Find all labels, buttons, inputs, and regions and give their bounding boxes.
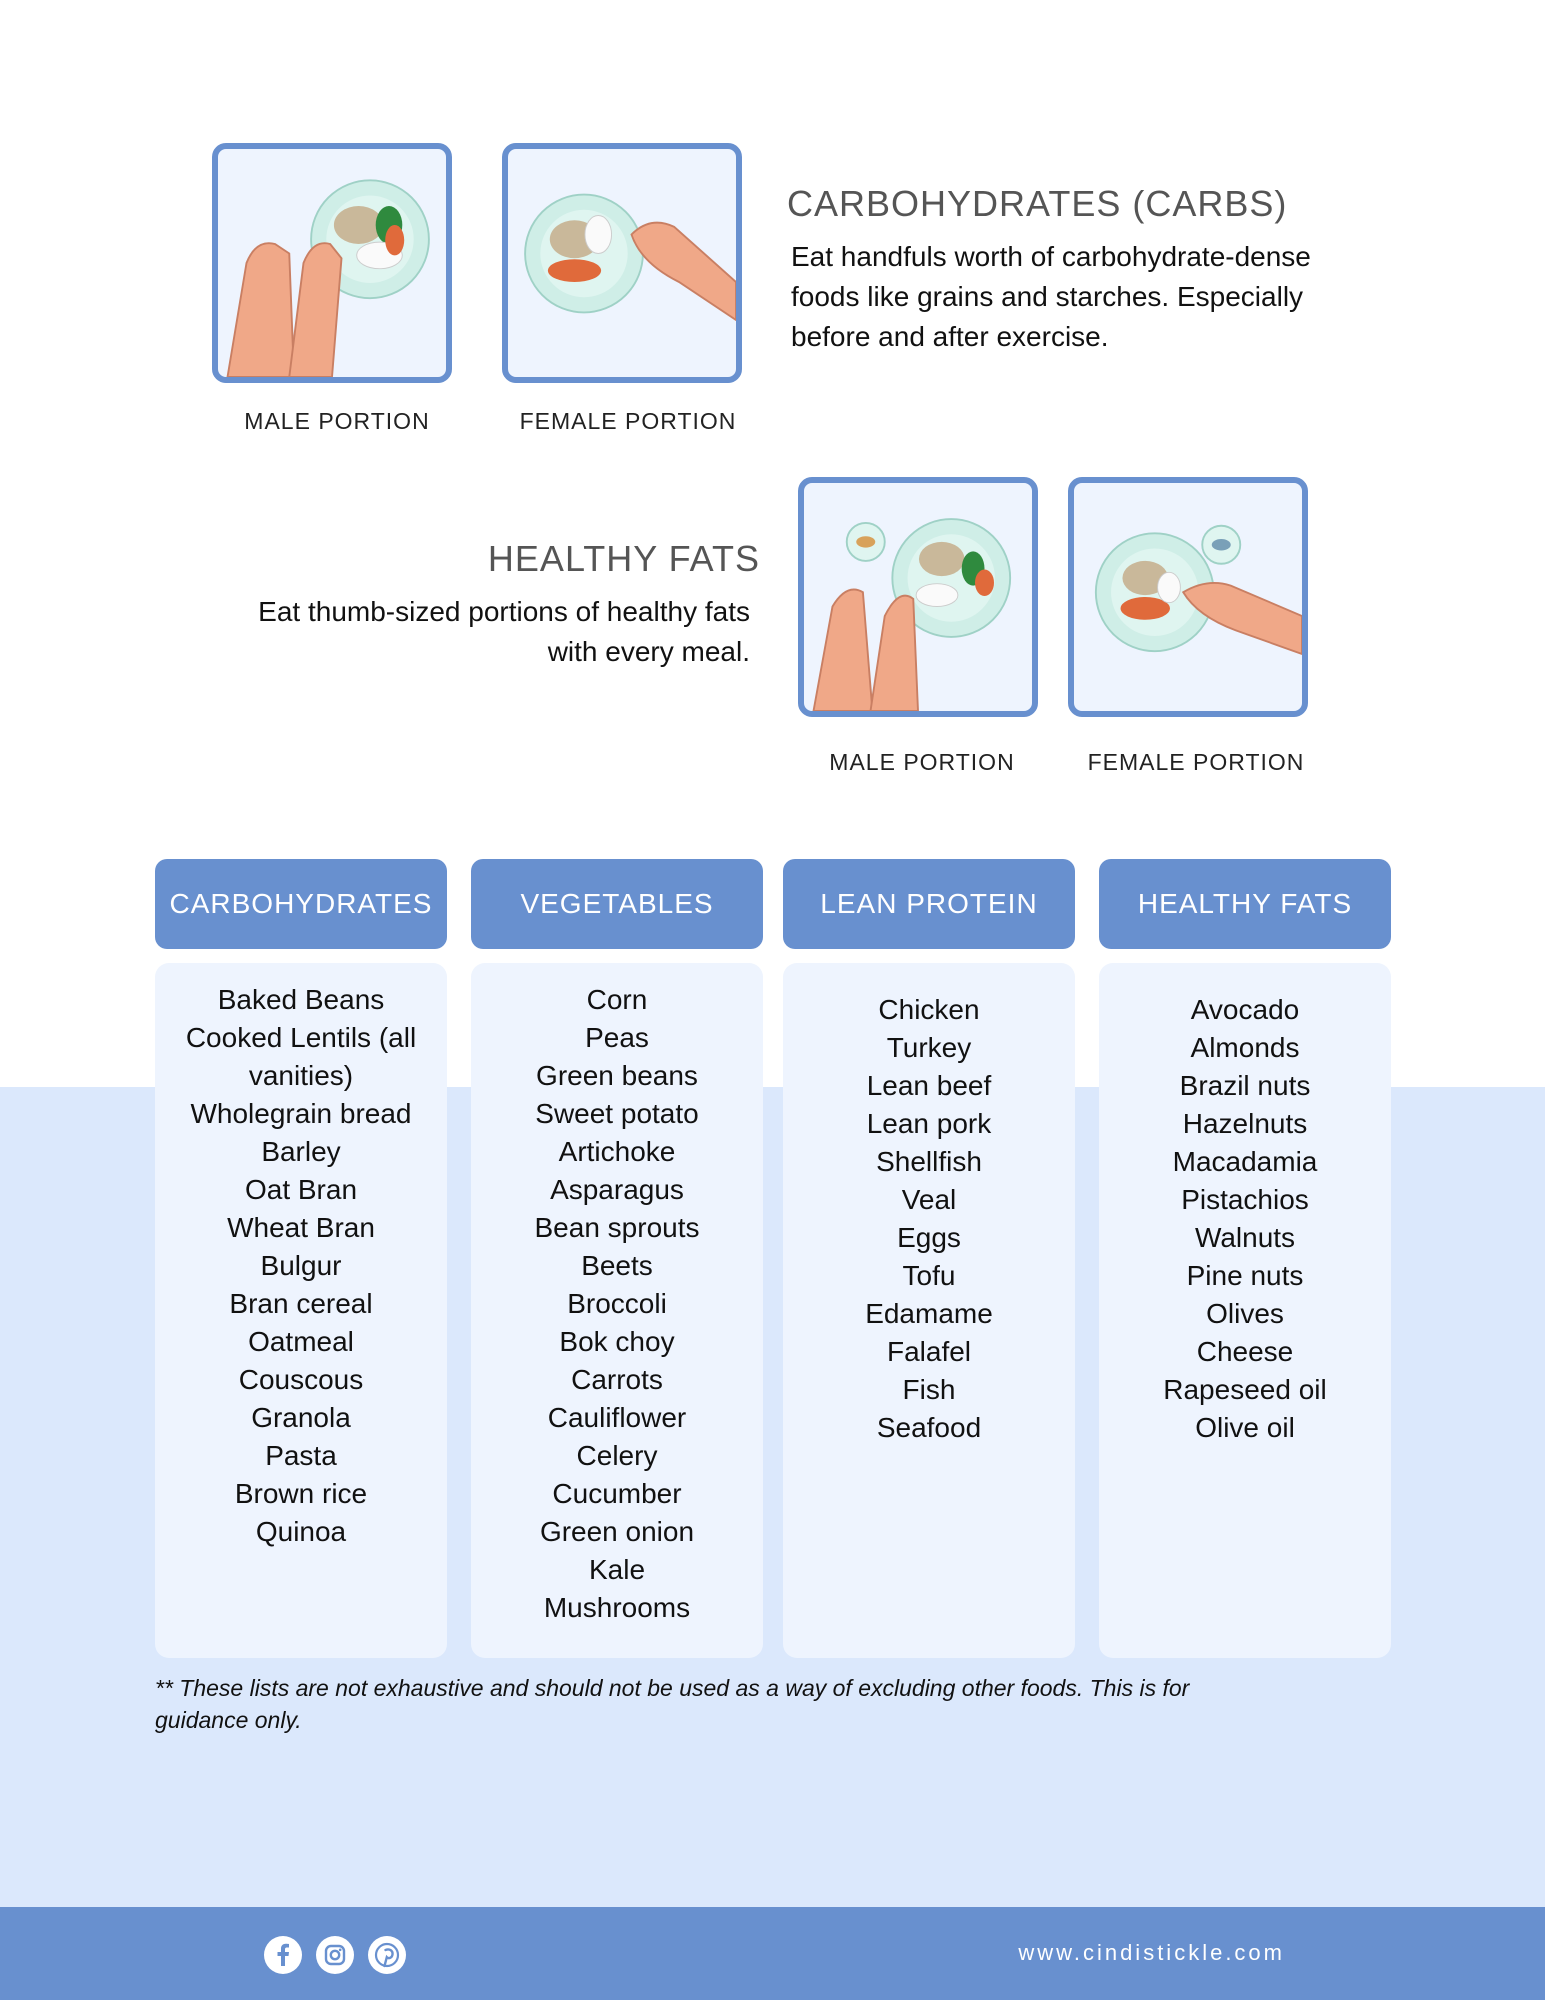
list-item: Edamame [865, 1298, 993, 1329]
list-item: vanities) [248, 1060, 354, 1091]
male-portion-caption: MALE PORTION [244, 408, 430, 434]
column-list-carbohydrates [155, 963, 447, 1658]
list-item: Couscous [238, 1364, 364, 1395]
column-header-healthy-fats: HEALTHY FATS [1099, 859, 1391, 949]
list-item: Sweet potato [535, 1098, 699, 1129]
food-list [155, 963, 447, 1551]
list-item: Brazil nuts [1179, 1070, 1311, 1101]
list-item: Tofu [902, 1260, 956, 1291]
list-item: Olive oil [1195, 1412, 1295, 1443]
list-item: Kale [588, 1554, 646, 1585]
list-item: Cauliflower [547, 1402, 687, 1433]
list-item: Oatmeal [248, 1326, 354, 1357]
list-item: Olives [1206, 1298, 1284, 1329]
carbs-section-title: CARBOHYDRATES (CARBS) [787, 183, 1288, 224]
list-item: Falafel [886, 1336, 972, 1367]
list-item: Mushrooms [543, 1592, 691, 1623]
column-header-lean-protein: LEAN PROTEIN [783, 859, 1075, 949]
list-item: Lean pork [866, 1108, 992, 1139]
list-item: Veal [901, 1184, 957, 1215]
column-header-carbohydrates: CARBOHYDRATES [155, 859, 447, 949]
column-header-vegetables: VEGETABLES [471, 859, 763, 949]
carbs-description [791, 237, 1351, 357]
list-item: Artichoke [558, 1136, 676, 1167]
footer [0, 1907, 1545, 2000]
list-item: Shellfish [876, 1146, 982, 1177]
list-item: Avocado [1190, 994, 1300, 1025]
male-portion-caption: MALE PORTION [829, 749, 1015, 775]
list-item: Cheese [1196, 1336, 1294, 1367]
list-item: Pistachios [1181, 1184, 1309, 1215]
list-item: Baked Beans [217, 984, 385, 1015]
list-item: Walnuts [1194, 1222, 1296, 1253]
list-item: Wheat Bran [227, 1212, 375, 1243]
list-item: Turkey [886, 1032, 972, 1063]
female-carb-portion-image [502, 143, 742, 383]
male-carb-portion-image [212, 143, 452, 383]
female-fat-portion-image [1068, 477, 1308, 717]
list-item: Hazelnuts [1182, 1108, 1308, 1139]
list-item: Asparagus [550, 1174, 684, 1205]
list-item: Cooked Lentils (all [185, 1022, 417, 1053]
list-item: Cucumber [552, 1478, 682, 1509]
list-item: Carrots [571, 1364, 663, 1395]
list-item: Bulgur [260, 1250, 342, 1281]
list-item: Oat Bran [244, 1174, 358, 1205]
food-list [783, 963, 1075, 1447]
list-item: Wholegrain bread [190, 1098, 412, 1129]
list-item: Bran cereal [229, 1288, 373, 1319]
list-item: Granola [251, 1402, 351, 1433]
list-item: Macadamia [1172, 1146, 1318, 1177]
carbs-description-line: before and after exercise. [791, 321, 1109, 352]
list-item: Fish [902, 1374, 956, 1405]
list-item: Green beans [536, 1060, 698, 1091]
list-item: Eggs [897, 1222, 961, 1253]
female-portion-caption: FEMALE PORTION [1087, 749, 1305, 775]
list-item: Rapeseed oil [1163, 1374, 1327, 1405]
female-portion-caption: FEMALE PORTION [519, 408, 737, 434]
food-list [1099, 963, 1391, 1447]
list-item: Celery [576, 1440, 658, 1471]
male-fat-portion-image [798, 477, 1038, 717]
list-item: Peas [585, 1022, 649, 1053]
fats-description-line: Eat thumb-sized portions of healthy fats [258, 596, 750, 627]
carbs-description-line: Eat handfuls worth of carbohydrate-dense [791, 241, 1311, 272]
food-list [471, 963, 763, 1627]
list-item: Corn [586, 984, 648, 1015]
facebook-icon[interactable] [264, 1936, 302, 1974]
list-item: Seafood [876, 1412, 982, 1443]
carbs-description-line: foods like grains and starches. Especially [791, 281, 1304, 312]
instagram-icon[interactable] [316, 1936, 354, 1974]
list-item: Green onion [539, 1516, 695, 1547]
fats-description-line: with every meal. [547, 636, 750, 667]
list-item: Bok choy [559, 1326, 675, 1357]
pinterest-icon[interactable] [368, 1936, 406, 1974]
list-item: Broccoli [567, 1288, 667, 1319]
footnote: ** These lists are not exhaustive and should not be used as a way of excluding other foods. This is for guidance only. [155, 1675, 1190, 1733]
column-list-healthy-fats [1099, 963, 1391, 1658]
list-item: Brown rice [234, 1478, 368, 1509]
list-item: Pasta [265, 1440, 337, 1471]
column-list-lean-protein [783, 963, 1075, 1658]
list-item: Beets [581, 1250, 653, 1281]
fats-section-title: HEALTHY FATS [487, 538, 760, 579]
list-item: Lean beef [866, 1070, 992, 1101]
website-link[interactable]: www.cindistickle.com [1018, 1940, 1285, 1965]
list-item: Chicken [878, 994, 980, 1025]
list-item: Bean sprouts [534, 1212, 700, 1243]
fats-description [190, 592, 750, 672]
list-item: Barley [261, 1136, 341, 1167]
column-list-vegetables [471, 963, 763, 1658]
list-item: Pine nuts [1186, 1260, 1304, 1291]
list-item: Quinoa [255, 1516, 347, 1547]
list-item: Almonds [1190, 1032, 1300, 1063]
